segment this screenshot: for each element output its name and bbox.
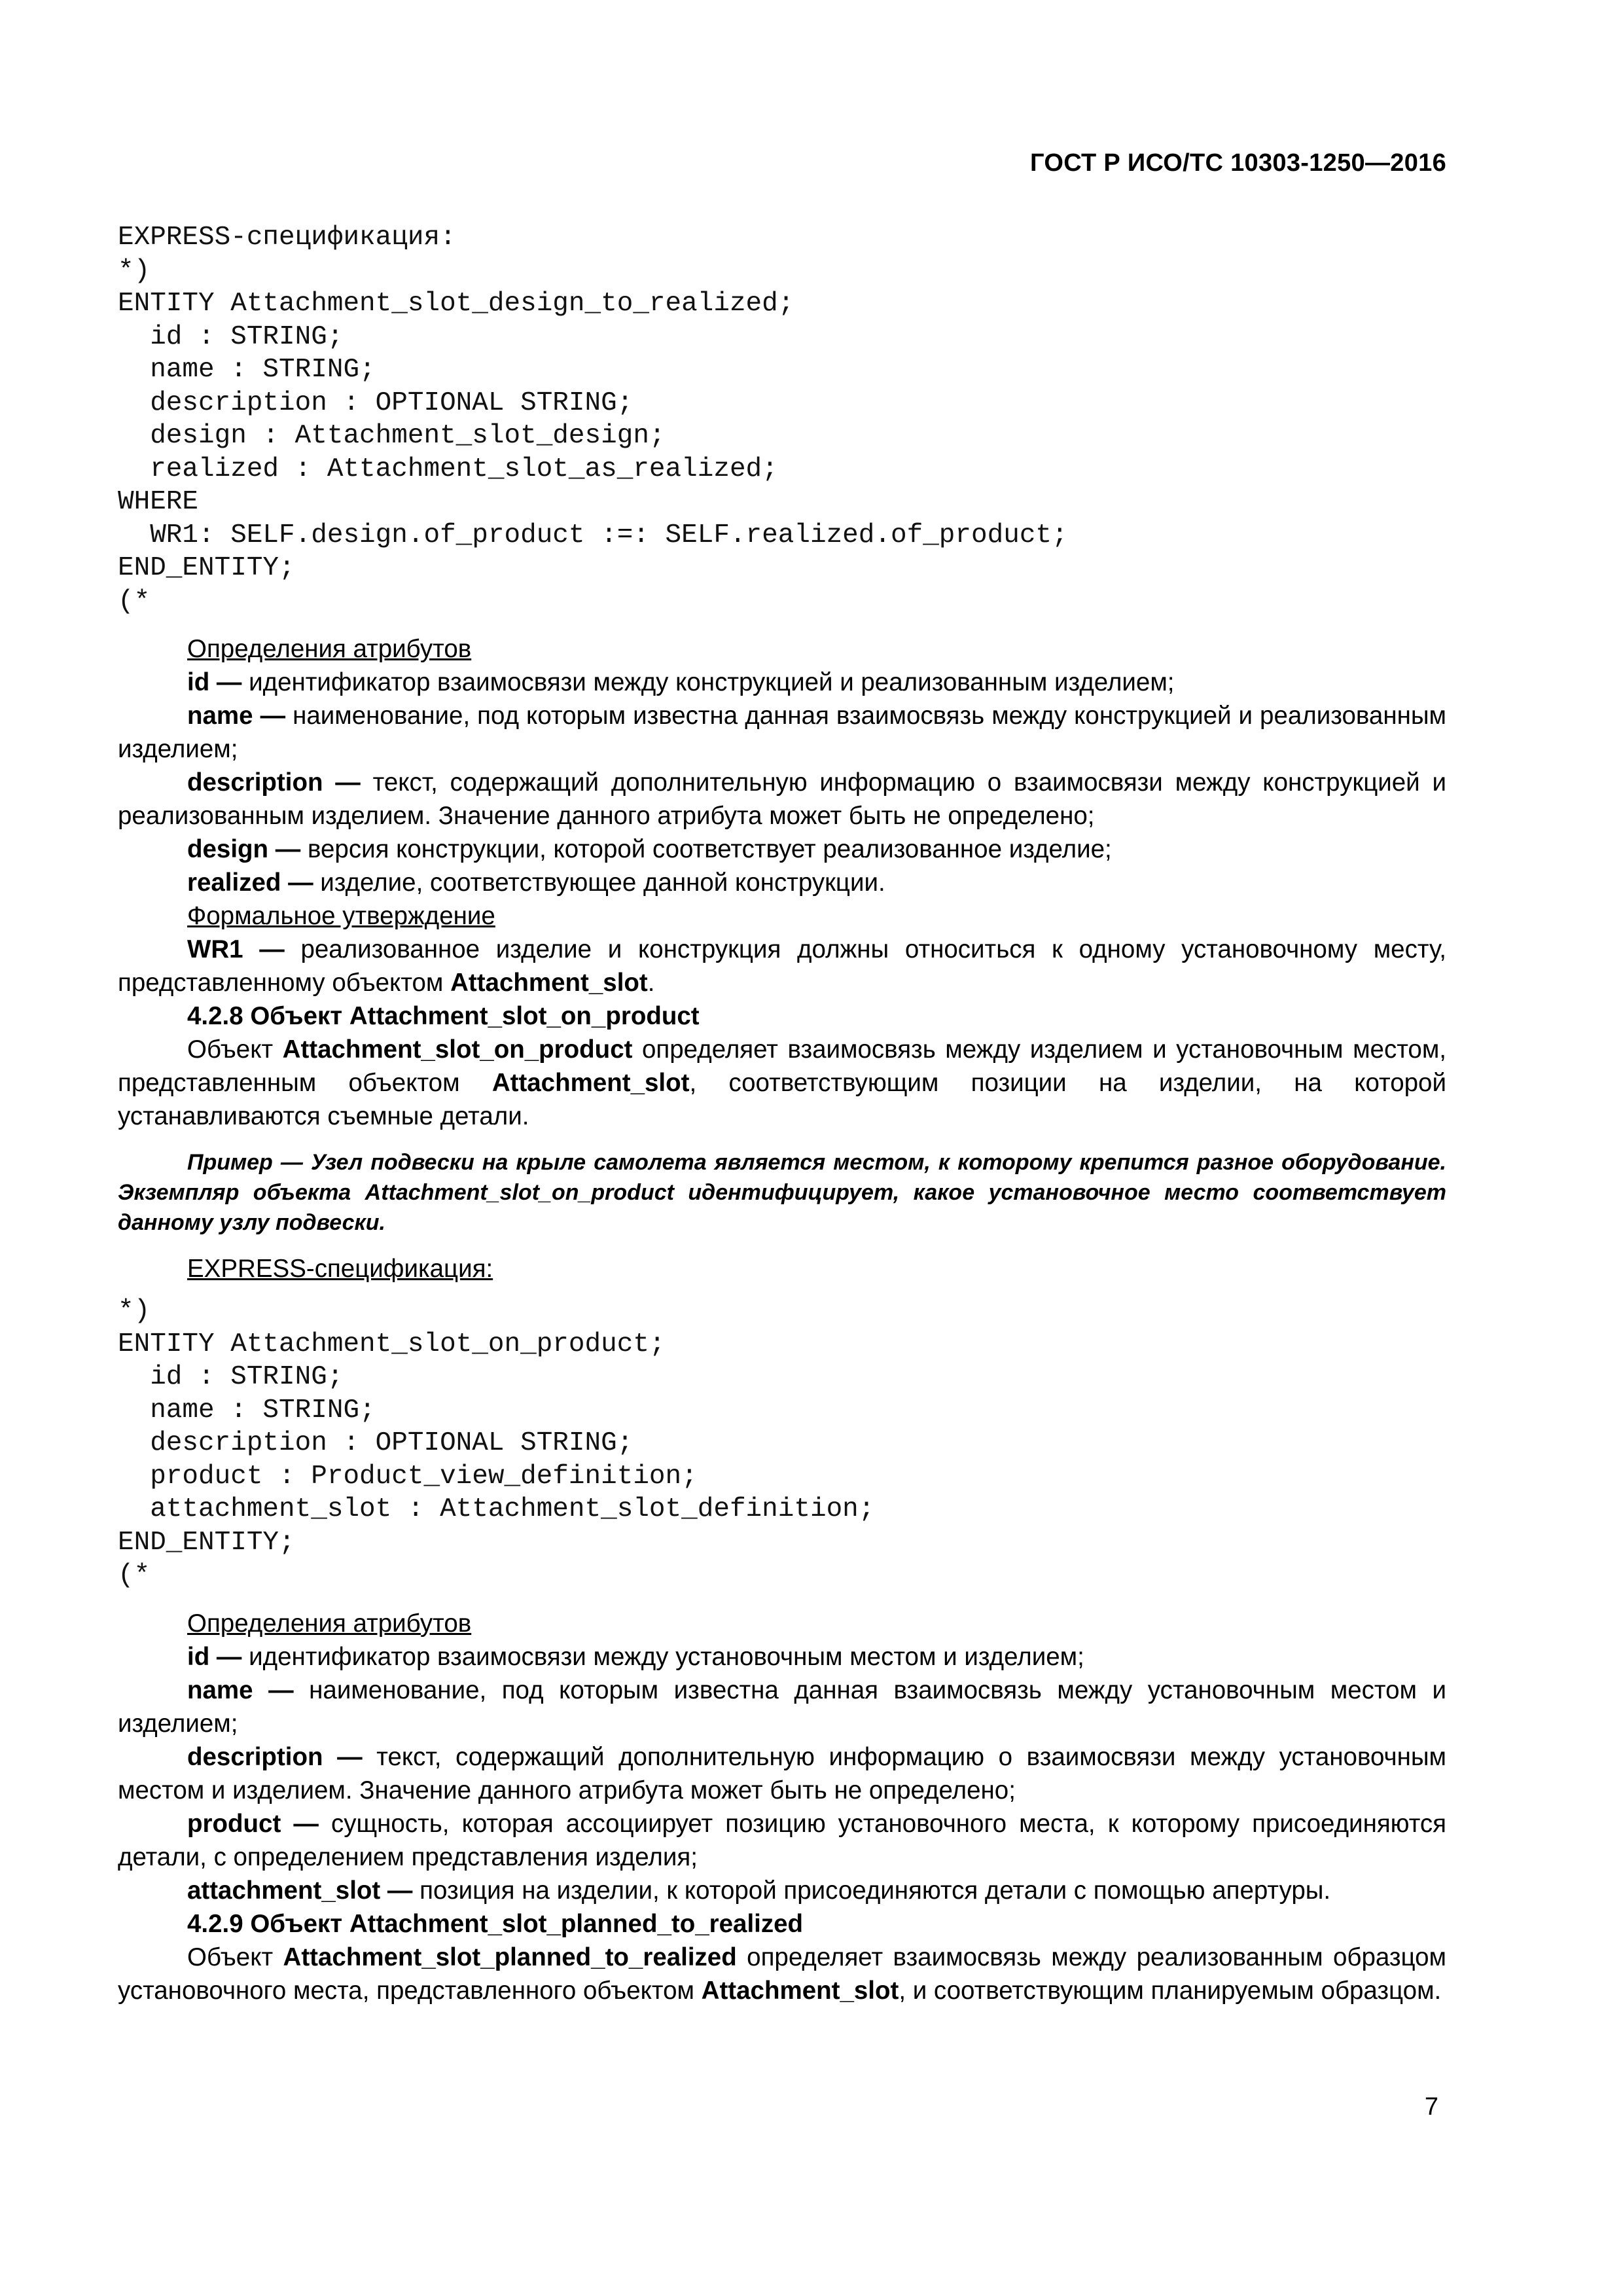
code-line: name : STRING; <box>118 355 376 385</box>
attribute-definitions-heading: Определения атрибутов <box>187 635 472 663</box>
code-line: ENTITY Attachment_slot_design_to_realized; <box>118 289 794 319</box>
code-line: *) <box>118 255 151 286</box>
attribute-product: product — сущность, которая ассоциирует позицию установочного места, к которому присоединяются детали, с определением представления изделия; <box>118 1809 1447 1871</box>
attribute-name: name — наименование, под которым известна данная взаимосвязь между установочным местом и изделием; <box>118 1676 1446 1738</box>
section-heading-4-2-9: 4.2.9 Объект Attachment_slot_planned_to_realized <box>187 1909 804 1938</box>
code-line: (* <box>118 586 151 617</box>
code-line: description : OPTIONAL STRING; <box>118 1428 633 1458</box>
code-line: description : OPTIONAL STRING; <box>118 387 633 418</box>
code-line: WR1: SELF.design.of_product :=: SELF.realized.of_product; <box>118 520 1068 550</box>
attribute-description: description — текст, содержащий дополнительную информацию о взаимосвязи между установочным местом и изделием. Значение данного атрибута может быть не определено; <box>118 1742 1446 1804</box>
code-line: realized : Attachment_slot_as_realized; <box>118 454 778 484</box>
code-line: attachment_slot : Attachment_slot_definition; <box>118 1494 875 1524</box>
attribute-name: name — наименование, под которым известна данная взаимосвязь между конструкцией и реализованным изделием; <box>118 702 1446 763</box>
code-line: ENTITY Attachment_slot_on_product; <box>118 1329 666 1359</box>
section-heading-4-2-8: 4.2.8 Объект Attachment_slot_on_product <box>187 1002 700 1030</box>
example-note: Пример — Узел подвески на крыле самолета является местом, к которому крепится разное оборудование. Экземпляр объекта Attachment_slot_on_product идентифицирует, какое установочное место соответствует данному узлу подвески. <box>118 1150 1446 1235</box>
attribute-attachment-slot: attachment_slot — позиция на изделии, к которой присоединяются детали с помощью апертуры. <box>187 1876 1331 1905</box>
code-line: id : STRING; <box>118 321 344 352</box>
page-content <box>118 221 1446 2007</box>
attribute-realized: realized — изделие, соответствующее данной конструкции. <box>187 869 885 897</box>
code-line: (* <box>118 1560 151 1590</box>
rule-wr1: WR1 — реализованное изделие и конструкция должны относиться к одному установочному месту, представленному объектом Attachment_slot. <box>118 935 1446 997</box>
express-spec-label: EXPRESS-спецификация: <box>187 1255 493 1283</box>
express-code-block-1 <box>118 221 1446 618</box>
attribute-definitions-heading: Определения атрибутов <box>187 1609 472 1638</box>
express-code-block-2 <box>118 1295 1446 1592</box>
page-number: 7 <box>1424 2093 1438 2121</box>
code-line: END_ENTITY; <box>118 1527 295 1558</box>
formal-proposition-heading: Формальное утверждение <box>187 902 495 930</box>
code-line: design : Attachment_slot_design; <box>118 421 666 451</box>
attribute-description: description — текст, содержащий дополнительную информацию о взаимосвязи между конструкцией и реализованным изделием. Значение данного атрибута может быть не определено; <box>118 768 1446 830</box>
code-line: product : Product_view_definition; <box>118 1461 698 1492</box>
attribute-design: design — версия конструкции, которой соответствует реализованное изделие; <box>187 835 1112 863</box>
code-line: EXPRESS-спецификация: <box>118 223 456 253</box>
code-line: name : STRING; <box>118 1395 376 1426</box>
section-4-2-9-paragraph: Объект Attachment_slot_planned_to_realized определяет взаимосвязь между реализованным образцом установочного места, представленного объектом Attachment_slot, и соответствующим планируемым образцом. <box>118 1943 1446 2005</box>
code-line: WHERE <box>118 487 199 517</box>
attribute-id: id — идентификатор взаимосвязи между конструкцией и реализованным изделием; <box>187 668 1175 696</box>
document-header: ГОСТ Р ИСО/ТС 10303-1250—2016 <box>1030 149 1446 177</box>
code-line: END_ENTITY; <box>118 553 295 583</box>
attribute-id: id — идентификатор взаимосвязи между установочным местом и изделием; <box>187 1642 1084 1671</box>
section-4-2-8-paragraph: Объект Attachment_slot_on_product определяет взаимосвязь между изделием и установочным местом, представленным объектом Attachment_slot, соответствующим позиции на изделии, на которой устанавливаются съемные детали. <box>118 1035 1446 1130</box>
code-line: id : STRING; <box>118 1362 344 1392</box>
code-line: *) <box>118 1296 151 1326</box>
